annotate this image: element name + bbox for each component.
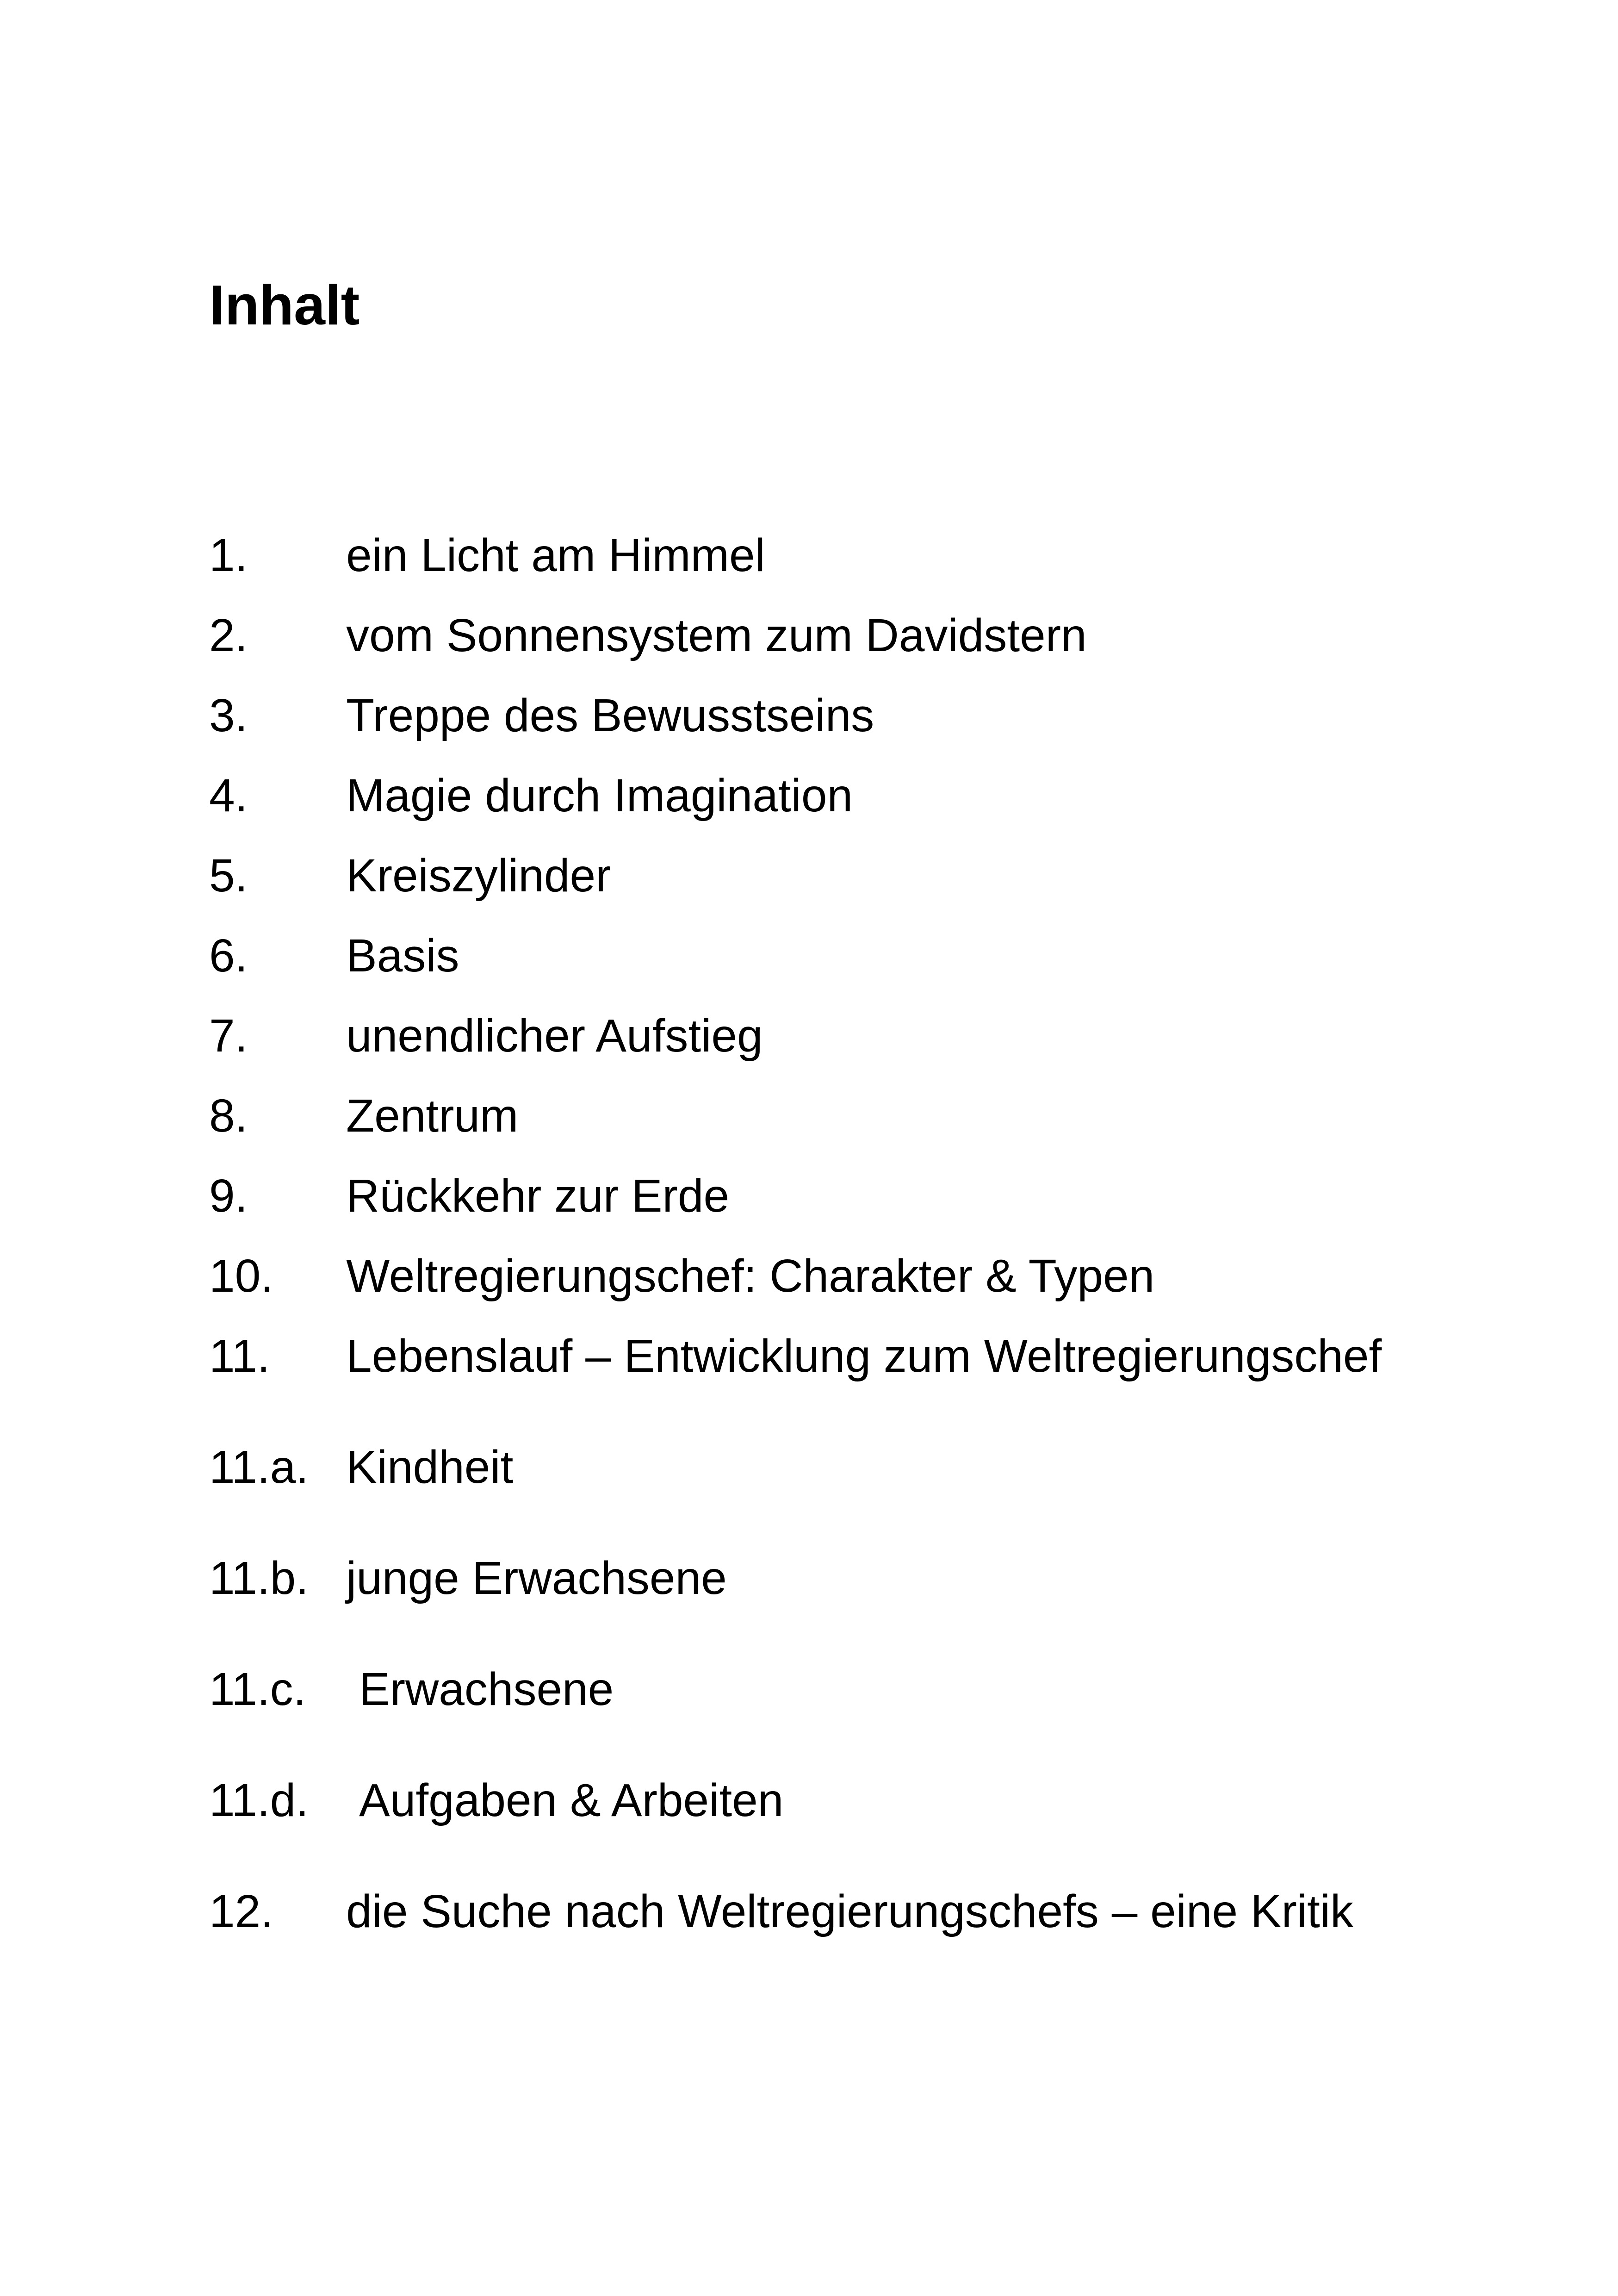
toc-entry-number: 8. (209, 1090, 248, 1142)
toc-entry-title: Treppe des Bewusstseins (346, 690, 874, 741)
toc-entry-title: Magie durch Imagination (346, 770, 853, 821)
toc-entry-number: 11. (209, 1330, 270, 1382)
toc-entry-number: 5. (209, 850, 248, 902)
toc-entry-number: 6. (209, 930, 248, 982)
toc-entry-title: Basis (346, 930, 459, 982)
toc-entry-title: Lebenslauf – Entwicklung zum Weltregierungschef (346, 1330, 1382, 1382)
page-title: Inhalt (209, 274, 360, 336)
toc-entry-title: Rückkehr zur Erde (346, 1170, 730, 1222)
toc-entry-number: 10. (209, 1250, 274, 1302)
toc-entry-number: 1. (209, 529, 248, 581)
toc-entry-number: 11.d. (209, 1774, 309, 1826)
toc-entry-number: 11.b. (209, 1552, 309, 1604)
toc-entry-title: Kreiszylinder (346, 850, 611, 902)
toc-entry-number: 11.a. (209, 1441, 309, 1493)
toc-entry-title: ein Licht am Himmel (346, 529, 765, 581)
toc-entry-number: 9. (209, 1170, 248, 1222)
toc-entry-title: unendlicher Aufstieg (346, 1010, 763, 1062)
toc-entry-title: Zentrum (346, 1090, 519, 1142)
toc-entry-number: 11.c. (209, 1663, 306, 1715)
toc-entry-title: junge Erwachsene (346, 1552, 727, 1604)
toc-entry-title: die Suche nach Weltregierungschefs – eine Kritik (346, 1885, 1354, 1937)
toc-entry-title: Erwachsene (359, 1663, 614, 1715)
toc-entry-number: 7. (209, 1010, 248, 1062)
toc-entry-title: vom Sonnensystem zum Davidstern (346, 610, 1087, 661)
toc-entry-number: 12. (209, 1885, 274, 1937)
toc-entry-title: Weltregierungschef: Charakter & Typen (346, 1250, 1155, 1302)
toc-entry-title: Aufgaben & Arbeiten (359, 1774, 784, 1826)
toc-entry-number: 3. (209, 690, 248, 741)
toc-entry-number: 2. (209, 610, 248, 661)
toc-entry-title: Kindheit (346, 1441, 514, 1493)
toc-entry-number: 4. (209, 770, 248, 821)
